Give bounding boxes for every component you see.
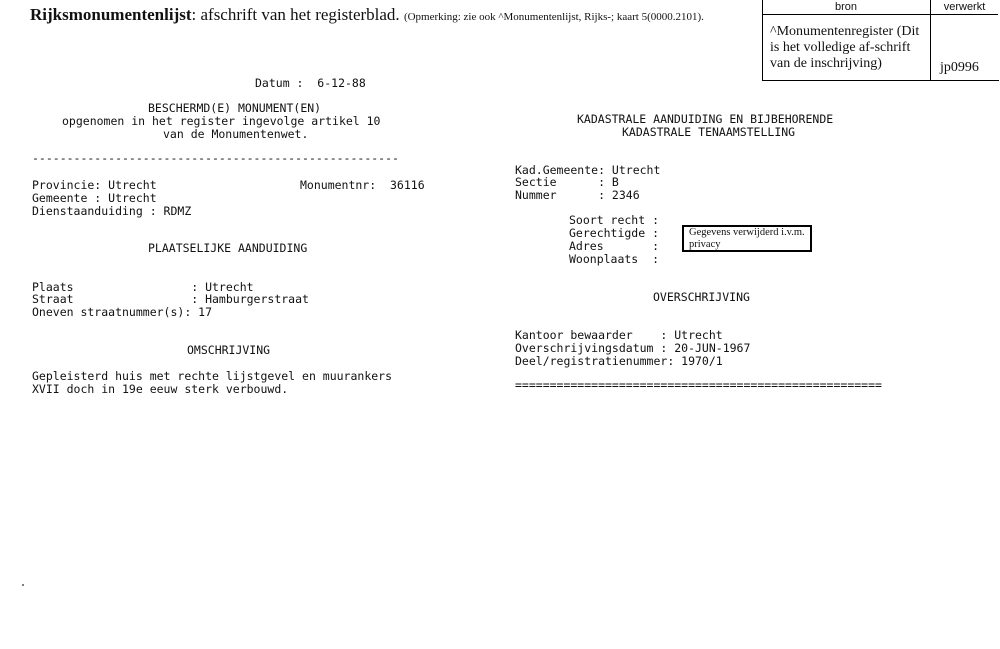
document-title <box>30 5 704 25</box>
adres-line: Adres : <box>569 239 660 253</box>
title-bold: Rijksmonumentenlijst <box>30 5 192 24</box>
woonplaats-line: Woonplaats : <box>569 252 660 266</box>
title-rest: : afschrift van het registerblad. <box>191 5 400 24</box>
omschrijving-line-2: XVII doch in 19e eeuw sterk verbouwd. <box>32 382 289 396</box>
bron-header: bron <box>762 0 931 15</box>
bron-text: ^Monumentenregister (Dit is het volledige af-schrift van de inschrijving) <box>770 24 920 71</box>
oneven-line: Oneven straatnummer(s): 17 <box>32 305 213 319</box>
dienst-line: Dienstaanduiding : RDMZ <box>32 204 192 218</box>
overschrijving-heading: OVERSCHRIJVING <box>653 290 750 304</box>
divider-rule: ----------------------------------------------------- <box>32 151 399 165</box>
gemeente-line: Gemeente : Utrecht <box>32 191 157 205</box>
overschrijvingsdatum-line: Overschrijvingsdatum : 20-JUN-1967 <box>515 341 751 355</box>
verwerkt-text: jp0996 <box>940 60 979 75</box>
monumentenwet-heading: van de Monumentenwet. <box>163 127 309 141</box>
kadastrale-heading-2: KADASTRALE TENAAMSTELLING <box>622 125 796 139</box>
nummer-line: Nummer : 2346 <box>515 188 640 202</box>
omschrijving-heading: OMSCHRIJVING <box>187 343 271 357</box>
scan-speck <box>22 584 24 586</box>
plaats-line: Plaats : Utrecht <box>32 280 254 294</box>
verwerkt-header: verwerkt <box>931 0 998 15</box>
kadastrale-heading-1: KADASTRALE AANDUIDING EN BIJBEHORENDE <box>577 112 834 126</box>
plaatselijke-heading: PLAATSELIJKE AANDUIDING <box>148 241 308 255</box>
monument-heading: BESCHERMD(E) MONUMENT(EN) <box>148 101 322 115</box>
omschrijving-line-1: Gepleisterd huis met rechte lijstgevel en muurankers <box>32 369 393 383</box>
register-heading: opgenomen in het register ingevolge artikel 10 <box>62 114 381 128</box>
sectie-line: Sectie : B <box>515 175 619 189</box>
monumentnr-line: Monumentnr: 36116 <box>300 178 425 192</box>
straat-line: Straat : Hamburgerstraat <box>32 292 309 306</box>
privacy-redaction-box: Gegevens verwijderd i.v.m. privacy <box>682 225 812 252</box>
kad-gemeente-line: Kad.Gemeente: Utrecht <box>515 163 661 177</box>
deel-line: Deel/registratienummer: 1970/1 <box>515 354 723 368</box>
title-note: (Opmerking: zie ook ^Monumentenlijst, Rijks-; kaart 5(0000.2101). <box>403 11 704 23</box>
provincie-line: Provincie: Utrecht <box>32 178 157 192</box>
kantoor-line: Kantoor bewaarder : Utrecht <box>515 328 723 342</box>
soort-recht-line: Soort recht : <box>569 213 660 227</box>
gerechtigde-line: Gerechtigde : <box>569 226 660 240</box>
double-rule: ===================================================== <box>515 378 882 392</box>
column-divider <box>930 14 931 80</box>
datum-line: Datum : 6-12-88 <box>255 76 366 90</box>
